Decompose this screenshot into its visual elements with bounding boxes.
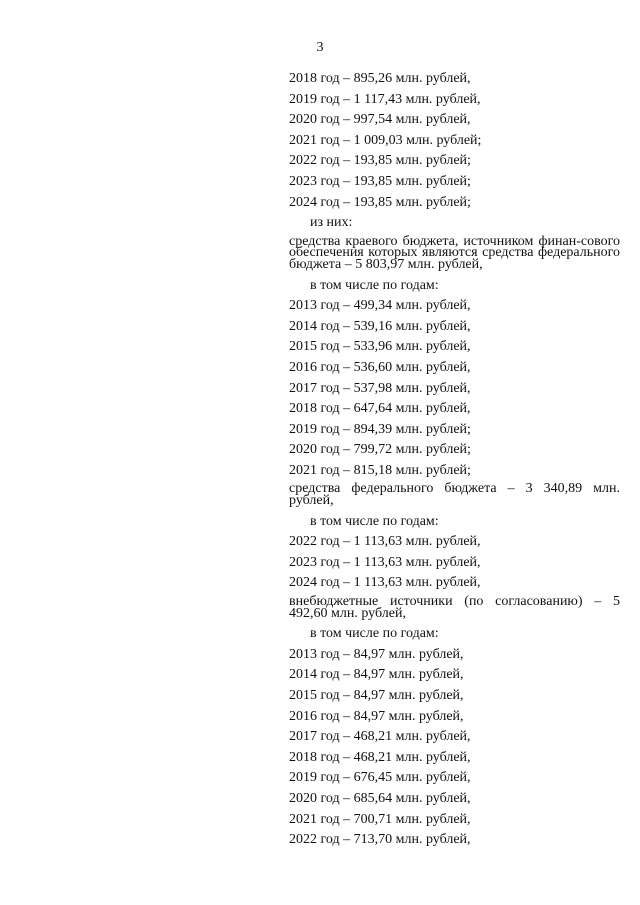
page-number: 3 [316, 40, 324, 55]
year-amount-line: 2020 год – 799,72 млн. рублей; [289, 442, 471, 458]
year-amount-line: 2014 год – 84,97 млн. рублей, [289, 667, 464, 683]
year-amount-line: 2019 год – 1 117,43 млн. рублей, [289, 91, 481, 107]
funding-source-paragraph: средства краевого бюджета, источником финан-сового обеспечения которых являются средства федерального бюджета – 5 803,97 млн. рублей, [289, 233, 620, 272]
year-amount-line: 2015 год – 84,97 млн. рублей, [289, 688, 464, 703]
section-subheading: в том числе по годам: [310, 513, 439, 529]
funding-source-paragraph: внебюджетные источники (по согласованию) – 5 492,60 млн. рублей, [289, 594, 620, 621]
year-amount-line: 2013 год – 499,34 млн. рублей, [289, 298, 471, 314]
year-amount-line: 2016 год – 84,97 млн. рублей, [289, 708, 464, 724]
year-amount-line: 2015 год – 533,96 млн. рублей, [289, 339, 471, 355]
section-subheading: в том числе по годам: [310, 626, 439, 642]
year-amount-line: 2017 год – 537,98 млн. рублей, [289, 380, 471, 396]
year-amount-line: 2022 год – 193,85 млн. рублей; [289, 153, 471, 169]
year-amount-line: 2019 год – 894,39 млн. рублей; [289, 421, 471, 437]
year-amount-line: 2022 год – 713,70 млн. рублей, [289, 832, 471, 848]
document-body [289, 69, 620, 851]
year-amount-line: 2018 год – 895,26 млн. рублей, [289, 71, 471, 86]
year-amount-line: 2020 год – 997,54 млн. рублей, [289, 112, 471, 128]
year-amount-line: 2018 год – 647,64 млн. рублей, [289, 401, 471, 417]
year-amount-line: 2014 год – 539,16 млн. рублей, [289, 318, 471, 334]
year-amount-line: 2024 год – 193,85 млн. рублей; [289, 194, 471, 210]
year-amount-line: 2017 год – 468,21 млн. рублей, [289, 729, 471, 745]
year-amount-line: 2020 год – 685,64 млн. рублей, [289, 790, 471, 806]
year-amount-line: 2021 год – 815,18 млн. рублей; [289, 462, 471, 478]
year-amount-line: 2018 год – 468,21 млн. рублей, [289, 749, 471, 765]
funding-source-paragraph: средства федерального бюджета – 3 340,89 млн. рублей, [289, 481, 620, 509]
year-amount-line: 2024 год – 1 113,63 млн. рублей, [289, 575, 481, 591]
year-amount-line: 2022 год – 1 113,63 млн. рублей, [289, 534, 481, 550]
year-amount-line: 2023 год – 1 113,63 млн. рублей, [289, 554, 481, 570]
year-amount-line: 2023 год – 193,85 млн. рублей; [289, 173, 471, 189]
section-subheading: в том числе по годам: [310, 277, 439, 293]
year-amount-line: 2019 год – 676,45 млн. рублей, [289, 770, 471, 786]
section-subheading: из них: [310, 215, 353, 231]
year-amount-line: 2021 год – 1 009,03 млн. рублей; [289, 132, 482, 148]
year-amount-line: 2016 год – 536,60 млн. рублей, [289, 359, 471, 375]
year-amount-line: 2013 год – 84,97 млн. рублей, [289, 646, 464, 662]
year-amount-line: 2021 год – 700,71 млн. рублей, [289, 811, 471, 827]
